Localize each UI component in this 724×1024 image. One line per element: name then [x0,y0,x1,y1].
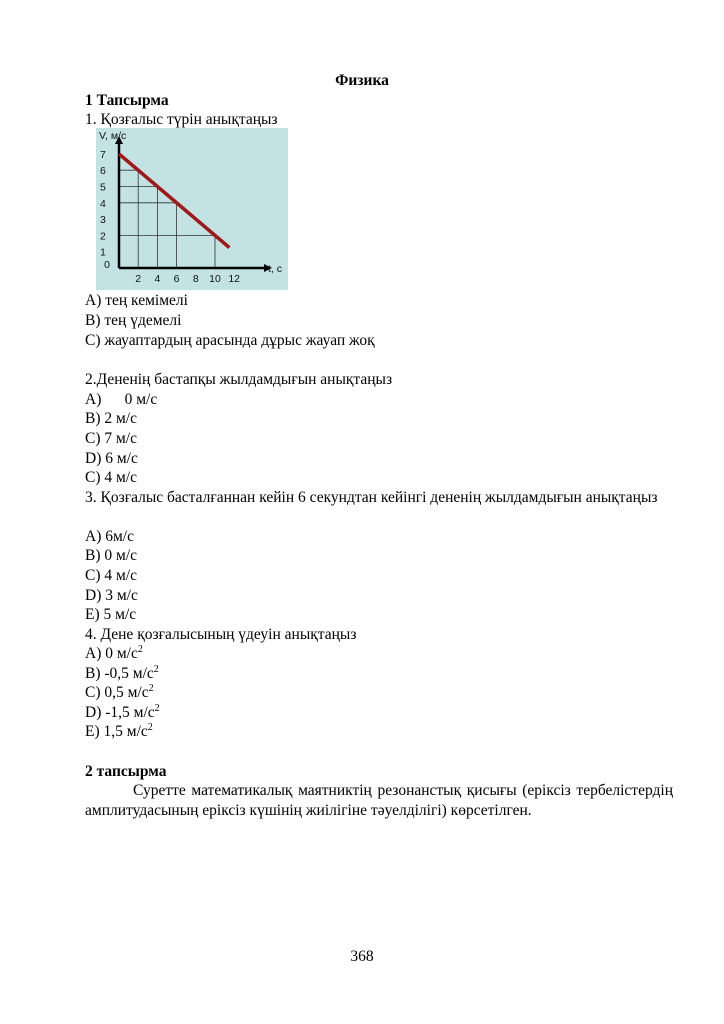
x-tick-label: 2 [135,273,142,285]
q4-option-b [85,664,159,683]
q2-option-e: C) 4 м/с [85,469,137,486]
y-tick-label: 1 [100,246,106,259]
q4-option-b-text: B) -0,5 м/с [85,665,154,682]
q3-option-a: A) 6м/с [85,528,134,545]
q3-option-e: E) 5 м/с [85,606,137,623]
task2-heading: 2 тапсырма [85,763,167,780]
y-tick-label: 3 [100,214,106,227]
superscript: 2 [147,721,153,733]
x-tick-label: 8 [192,273,199,285]
q3-option-c: C) 4 м/с [85,567,137,584]
q4-option-c [85,683,154,702]
x-tick-label: 12 [228,273,241,285]
q1-text: 1. Қозғалыс түрін анықтаңыз [85,111,278,128]
page-number: 368 [350,948,374,965]
superscript: 2 [137,643,143,655]
q1-option-a: A) тең кемімелі [85,292,188,309]
page-title: Физика [335,72,389,89]
y-tick-label: 6 [100,165,106,178]
velocity-time-chart [96,128,288,290]
y-tick-label: 2 [100,230,106,243]
q3-option-b: B) 0 м/с [85,547,137,564]
superscript: 2 [148,682,154,694]
q1-option-c: C) жауаптардың арасында дұрыс жауап жоқ [85,332,375,349]
q4-option-e [85,722,153,741]
y-tick-label: 5 [100,181,106,194]
q2-option-a: A) 0 м/с [85,391,158,408]
q1-option-b: B) тең үдемелі [85,312,182,329]
x-axis-label: t, c [268,263,283,275]
q4-option-e-text: E) 1,5 м/с [85,723,148,740]
q4-option-d [85,703,160,722]
x-tick-label: 0 [104,259,110,271]
superscript: 2 [154,702,160,714]
task1-heading: 1 Тапсырма [85,92,169,109]
q2-option-d: D) 6 м/с [85,450,138,467]
q2-text: 2.Дененің бастапқы жылдамдығын анықтаңыз [85,371,393,388]
x-tick-label: 4 [154,273,161,285]
x-tick-label: 10 [209,273,221,285]
q2-option-b: B) 2 м/с [85,410,137,427]
chart-svg [96,128,288,290]
q4-option-c-text: C) 0,5 м/с [85,684,149,701]
y-axis-label: V, м/с [99,130,127,142]
q4-option-a [85,644,143,663]
q4-text: 4. Дене қозғалысының үдеуін анықтаңыз [85,626,357,643]
velocity-line [119,154,229,248]
q2-option-c: C) 7 м/с [85,430,137,447]
x-tick-label: 6 [173,273,180,285]
y-tick-label: 4 [100,197,106,210]
q3-text: 3. Қозғалыс басталғаннан кейін 6 секундтан кейінгі дененің жылдамдығын анықтаңыз [85,489,658,506]
q4-option-a-text: A) 0 м/с [85,645,138,662]
superscript: 2 [153,663,159,675]
y-tick-label: 7 [100,148,106,161]
q4-option-d-text: D) -1,5 м/с [85,704,155,721]
task2-text: Суретте математикалық маятниктің резонанстық қисығы (еріксіз тербелістердің амплитудасының еріксіз күшінің жиілігіне тәуелділігі) көрсетілген. [85,782,673,819]
q3-option-d: D) 3 м/с [85,587,138,604]
